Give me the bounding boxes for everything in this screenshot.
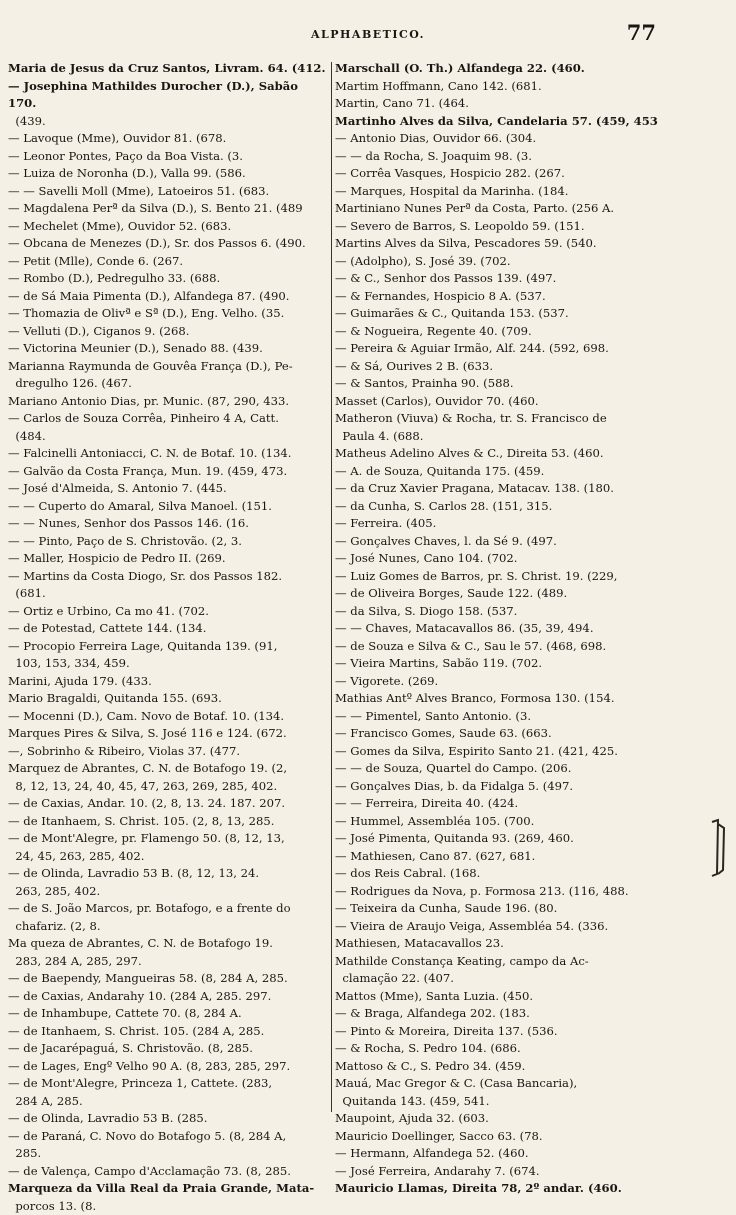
directory-entry: Masset (Carlos), Ouvidor 70. (460. bbox=[335, 393, 713, 411]
directory-entry: Mathiesen, Matacavallos 23. bbox=[335, 935, 713, 953]
directory-entry: — — Pimentel, Santo Antonio. (3. bbox=[335, 708, 713, 726]
directory-entry: clamação 22. (407. bbox=[335, 970, 713, 988]
directory-entry: Marquez de Abrantes, C. N. de Botafogo 19. (2, bbox=[8, 760, 330, 778]
directory-entry: — — Cuperto do Amaral, Silva Manoel. (151. bbox=[8, 498, 330, 516]
directory-entry: — Gonçalves Chaves, l. da Sé 9. (497. bbox=[335, 533, 713, 551]
directory-entry: Paula 4. (688. bbox=[335, 428, 713, 446]
directory-entry: — & Nogueira, Regente 40. (709. bbox=[335, 323, 713, 341]
directory-entry: — — Chaves, Matacavallos 86. (35, 39, 494. bbox=[335, 620, 713, 638]
directory-entry: Matheus Adelino Alves & C., Direita 53. (460. bbox=[335, 445, 713, 463]
directory-entry: — dos Reis Cabral. (168. bbox=[335, 865, 713, 883]
directory-entry: — Pinto & Moreira, Direita 137. (536. bbox=[335, 1023, 713, 1041]
directory-entry: — Vieira Martins, Sabão 119. (702. bbox=[335, 655, 713, 673]
directory-entry: — Maller, Hospicio de Pedro II. (269. bbox=[8, 550, 330, 568]
directory-entry: — José Ferreira, Andarahy 7. (674. bbox=[335, 1163, 713, 1181]
directory-entry: 103, 153, 334, 459. bbox=[8, 655, 330, 673]
directory-entry: — Ferreira. (405. bbox=[335, 515, 713, 533]
directory-entry: — José d'Almeida, S. Antonio 7. (445. bbox=[8, 480, 330, 498]
directory-entry: — Ortiz e Urbino, Ca mo 41. (702. bbox=[8, 603, 330, 621]
left-column bbox=[8, 60, 330, 1115]
directory-entry: chafariz. (2, 8. bbox=[8, 918, 330, 936]
directory-entry: — de Inhambupe, Cattete 70. (8, 284 A. bbox=[8, 1005, 330, 1023]
directory-entry: — Victorina Meunier (D.), Senado 88. (439. bbox=[8, 340, 330, 358]
directory-entry: — (Adolpho), S. José 39. (702. bbox=[335, 253, 713, 271]
directory-entry: — Falcinelli Antoniacci, C. N. de Botaf. 10. (134. bbox=[8, 445, 330, 463]
directory-entry: — & Santos, Prainha 90. (588. bbox=[335, 375, 713, 393]
directory-entry: — de Mont'Alegre, Princeza 1, Cattete. (283, bbox=[8, 1075, 330, 1093]
directory-entry: — & Fernandes, Hospicio 8 A. (537. bbox=[335, 288, 713, 306]
directory-entry: Mauricio Doellinger, Sacco 63. (78. bbox=[335, 1128, 713, 1146]
directory-entry: Mathias Antº Alves Branco, Formosa 130. (154. bbox=[335, 690, 713, 708]
directory-entry: Martim Hoffmann, Cano 142. (681. bbox=[335, 78, 713, 96]
directory-entry: — Gonçalves Dias, b. da Fidalga 5. (497. bbox=[335, 778, 713, 796]
directory-entry: — de Lages, Engº Velho 90 A. (8, 283, 285, 297. bbox=[8, 1058, 330, 1076]
directory-entry: — Rodrigues da Nova, p. Formosa 213. (116, 488. bbox=[335, 883, 713, 901]
directory-entry: — Mathiesen, Cano 87. (627, 681. bbox=[335, 848, 713, 866]
directory-entry: — A. de Souza, Quitanda 175. (459. bbox=[335, 463, 713, 481]
directory-entry: — de Sá Maia Pimenta (D.), Alfandega 87. (490. bbox=[8, 288, 330, 306]
directory-entry: 263, 285, 402. bbox=[8, 883, 330, 901]
directory-entry: — de Potestad, Cattete 144. (134. bbox=[8, 620, 330, 638]
directory-entry: Mauricio Llamas, Direita 78, 2º andar. (460. bbox=[335, 1180, 713, 1198]
directory-entry: — — Nunes, Senhor dos Passos 146. (16. bbox=[8, 515, 330, 533]
directory-entry: — Guimarães & C., Quitanda 153. (537. bbox=[335, 305, 713, 323]
directory-entry: — Vigorete. (269. bbox=[335, 673, 713, 691]
directory-entry: — Francisco Gomes, Saude 63. (663. bbox=[335, 725, 713, 743]
directory-entry: Maupoint, Ajuda 32. (603. bbox=[335, 1110, 713, 1128]
directory-entry: — José Pimenta, Quitanda 93. (269, 460. bbox=[335, 830, 713, 848]
directory-entry: — Petit (Mlle), Conde 6. (267. bbox=[8, 253, 330, 271]
directory-entry: Martiniano Nunes Perª da Costa, Parto. (256 A. bbox=[335, 200, 713, 218]
directory-entry: — & Rocha, S. Pedro 104. (686. bbox=[335, 1040, 713, 1058]
directory-entry: — & C., Senhor dos Passos 139. (497. bbox=[335, 270, 713, 288]
running-title: ALPHABETICO. bbox=[0, 28, 736, 41]
page-header bbox=[0, 20, 736, 50]
directory-entry: — de Paraná, C. Novo do Botafogo 5. (8, 284 A, bbox=[8, 1128, 330, 1146]
directory-entry: 283, 284 A, 285, 297. bbox=[8, 953, 330, 971]
directory-entry: Maria de Jesus da Cruz Santos, Livram. 64. (412. bbox=[8, 60, 330, 78]
directory-entry: — — Savelli Moll (Mme), Latoeiros 51. (683. bbox=[8, 183, 330, 201]
directory-entry: 284 A, 285. bbox=[8, 1093, 330, 1111]
directory-entry: — — Ferreira, Direita 40. (424. bbox=[335, 795, 713, 813]
directory-entry: — de Itanhaem, S. Christ. 105. (284 A, 285. bbox=[8, 1023, 330, 1041]
directory-entry: — & Sá, Ourives 2 B. (633. bbox=[335, 358, 713, 376]
directory-entry: — de Jacarépaguá, S. Christovão. (8, 285. bbox=[8, 1040, 330, 1058]
directory-entry: — Luiza de Noronha (D.), Valla 99. (586. bbox=[8, 165, 330, 183]
directory-entry: — Lavoque (Mme), Ouvidor 81. (678. bbox=[8, 130, 330, 148]
column-divider bbox=[331, 62, 332, 1112]
directory-entry: — da Cruz Xavier Pragana, Matacav. 138. (180. bbox=[335, 480, 713, 498]
directory-entry: — — de Souza, Quartel do Campo. (206. bbox=[335, 760, 713, 778]
directory-entry: Matheron (Viuva) & Rocha, tr. S. Francisco de bbox=[335, 410, 713, 428]
directory-entry: Marqueza da Villa Real da Praia Grande, Mata- bbox=[8, 1180, 330, 1198]
directory-entry: — Vieira de Araujo Veiga, Assembléa 54. (336. bbox=[335, 918, 713, 936]
directory-entry: Mattoso & C., S. Pedro 34. (459. bbox=[335, 1058, 713, 1076]
directory-entry: — Hummel, Assembléa 105. (700. bbox=[335, 813, 713, 831]
directory-entry: Quitanda 143. (459, 541. bbox=[335, 1093, 713, 1111]
directory-entry: 285. bbox=[8, 1145, 330, 1163]
directory-entry: porcos 13. (8. bbox=[8, 1198, 330, 1215]
directory-entry: — Luiz Gomes de Barros, pr. S. Christ. 19. (229, bbox=[335, 568, 713, 586]
directory-entry: (484. bbox=[8, 428, 330, 446]
directory-entry: Martin, Cano 71. (464. bbox=[335, 95, 713, 113]
directory-entry: — Gomes da Silva, Espirito Santo 21. (421, 425. bbox=[335, 743, 713, 761]
directory-entry: Marques Pires & Silva, S. José 116 e 124. (672. bbox=[8, 725, 330, 743]
right-column bbox=[335, 60, 713, 1115]
directory-entry: — da Silva, S. Diogo 158. (537. bbox=[335, 603, 713, 621]
directory-entry: Marianna Raymunda de Gouvêa França (D.), Pe- bbox=[8, 358, 330, 376]
directory-entry: Marini, Ajuda 179. (433. bbox=[8, 673, 330, 691]
directory-entry: — Marques, Hospital da Marinha. (184. bbox=[335, 183, 713, 201]
directory-entry: — Teixeira da Cunha, Saude 196. (80. bbox=[335, 900, 713, 918]
directory-entry: Martins Alves da Silva, Pescadores 59. (540. bbox=[335, 235, 713, 253]
directory-entry: — Mechelet (Mme), Ouvidor 52. (683. bbox=[8, 218, 330, 236]
directory-entry: 24, 45, 263, 285, 402. bbox=[8, 848, 330, 866]
directory-entry: Mario Bragaldi, Quitanda 155. (693. bbox=[8, 690, 330, 708]
directory-entry: — da Cunha, S. Carlos 28. (151, 315. bbox=[335, 498, 713, 516]
directory-entry: — Procopio Ferreira Lage, Quitanda 139. (91, bbox=[8, 638, 330, 656]
page-number: 77 bbox=[627, 20, 656, 45]
directory-entry: — Magdalena Perª da Silva (D.), S. Bento 21. (489 bbox=[8, 200, 330, 218]
directory-entry: — de Souza e Silva & C., Sau le 57. (468, 698. bbox=[335, 638, 713, 656]
directory-entry: Mattos (Mme), Santa Luzia. (450. bbox=[335, 988, 713, 1006]
directory-entry: Mariano Antonio Dias, pr. Munic. (87, 290, 433. bbox=[8, 393, 330, 411]
directory-entry: — de Oliveira Borges, Saude 122. (489. bbox=[335, 585, 713, 603]
directory-entry: — de Caxias, Andarahy 10. (284 A, 285. 297. bbox=[8, 988, 330, 1006]
directory-entry: — Antonio Dias, Ouvidor 66. (304. bbox=[335, 130, 713, 148]
directory-entry: — Severo de Barros, S. Leopoldo 59. (151. bbox=[335, 218, 713, 236]
directory-entry: — — Pinto, Paço de S. Christovão. (2, 3. bbox=[8, 533, 330, 551]
directory-entry: — José Nunes, Cano 104. (702. bbox=[335, 550, 713, 568]
directory-entry: — Galvão da Costa França, Mun. 19. (459, 473. bbox=[8, 463, 330, 481]
directory-entry: — Josephina Mathildes Durocher (D.), Sabão 170. bbox=[8, 78, 330, 113]
directory-entry: — de S. João Marcos, pr. Botafogo, e a frente do bbox=[8, 900, 330, 918]
directory-entry: — Carlos de Souza Corrêa, Pinheiro 4 A, Catt. bbox=[8, 410, 330, 428]
directory-entry: — Corrêa Vasques, Hospicio 282. (267. bbox=[335, 165, 713, 183]
directory-entry: — & Braga, Alfandega 202. (183. bbox=[335, 1005, 713, 1023]
directory-entry: Mauá, Mac Gregor & C. (Casa Bancaria), bbox=[335, 1075, 713, 1093]
directory-entry: — Martins da Costa Diogo, Sr. dos Passos 182. bbox=[8, 568, 330, 586]
directory-entry: — Mocenni (D.), Cam. Novo de Botaf. 10. (134. bbox=[8, 708, 330, 726]
directory-entry: — de Olinda, Lavradio 53 B. (8, 12, 13, 24. bbox=[8, 865, 330, 883]
directory-entry: — de Olinda, Lavradio 53 B. (285. bbox=[8, 1110, 330, 1128]
directory-entry: — de Valença, Campo d'Acclamação 73. (8, 285. bbox=[8, 1163, 330, 1181]
directory-entry: —, Sobrinho & Ribeiro, Violas 37. (477. bbox=[8, 743, 330, 761]
directory-entry: Marschall (O. Th.) Alfandega 22. (460. bbox=[335, 60, 713, 78]
directory-entry: Ma queza de Abrantes, C. N. de Botafogo 19. bbox=[8, 935, 330, 953]
directory-entry: (439. bbox=[8, 113, 330, 131]
directory-entry: Mathilde Constança Keating, campo da Ac- bbox=[335, 953, 713, 971]
directory-entry: Martinho Alves da Silva, Candelaria 57. (459, 453 bbox=[335, 113, 713, 131]
directory-entry: — Hermann, Alfandega 52. (460. bbox=[335, 1145, 713, 1163]
directory-entry: — Rombo (D.), Pedregulho 33. (688. bbox=[8, 270, 330, 288]
directory-entry: dregulho 126. (467. bbox=[8, 375, 330, 393]
directory-entry: (681. bbox=[8, 585, 330, 603]
directory-entry: — de Baependy, Mangueiras 58. (8, 284 A, 285. bbox=[8, 970, 330, 988]
directory-entry: — Velluti (D.), Ciganos 9. (268. bbox=[8, 323, 330, 341]
directory-entry: — de Itanhaem, S. Christ. 105. (2, 8, 13, 285. bbox=[8, 813, 330, 831]
directory-entry: — Obcana de Menezes (D.), Sr. dos Passos 6. (490. bbox=[8, 235, 330, 253]
directory-entry: — de Caxias, Andar. 10. (2, 8, 13. 24. 187. 207. bbox=[8, 795, 330, 813]
margin-bracket-mark bbox=[708, 818, 728, 878]
directory-entry: — de Mont'Alegre, pr. Flamengo 50. (8, 12, 13, bbox=[8, 830, 330, 848]
directory-entry: — Thomazia de Olivª e Sª (D.), Eng. Velho. (35. bbox=[8, 305, 330, 323]
directory-entry: — — da Rocha, S. Joaquim 98. (3. bbox=[335, 148, 713, 166]
directory-entry: 8, 12, 13, 24, 40, 45, 47, 263, 269, 285, 402. bbox=[8, 778, 330, 796]
directory-entry: — Leonor Pontes, Paço da Boa Vista. (3. bbox=[8, 148, 330, 166]
directory-entry: — Pereira & Aguiar Irmão, Alf. 244. (592, 698. bbox=[335, 340, 713, 358]
